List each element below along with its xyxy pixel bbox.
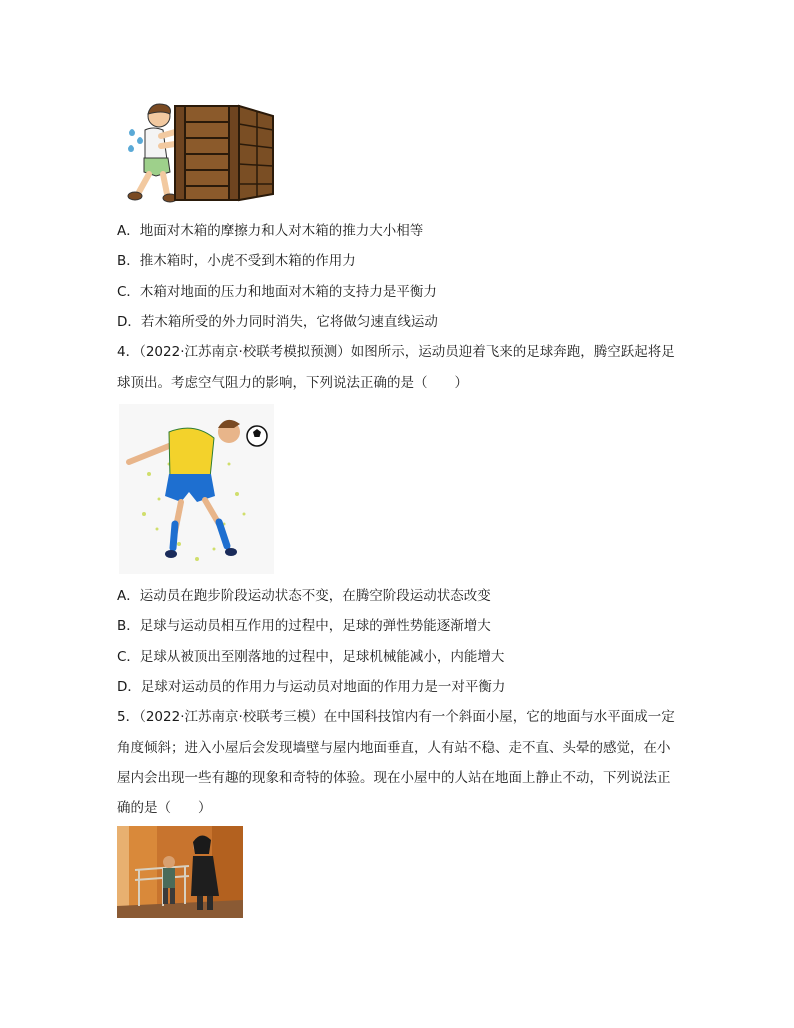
- q4-stem-line-2: 球顶出。考虑空气阻力的影响，下列说法正确的是（ ）: [117, 375, 468, 391]
- q4-option-d: D．足球对运动员的作用力与运动员对地面的作用力是一对平衡力: [117, 679, 506, 695]
- q3-option-c: C．木箱对地面的压力和地面对木箱的支持力是平衡力: [117, 284, 437, 300]
- q4-option-a: A．运动员在跑步阶段运动状态不变，在腾空阶段运动状态改变: [117, 588, 491, 604]
- q4-option-b: B．足球与运动员相互作用的过程中，足球的弹性势能逐渐增大: [117, 618, 491, 634]
- q4-stem-line-1: 4．（2022·江苏南京·校联考模拟预测）如图所示，运动员迎着飞来的足球奔跑，腾空跃起将足: [117, 344, 675, 360]
- q3-option-d: D．若木箱所受的外力同时消失，它将做匀速直线运动: [117, 314, 438, 330]
- q3-option-b: B．推木箱时，小虎不受到木箱的作用力: [117, 253, 356, 269]
- q5-stem-line-2: 角度倾斜；进入小屋后会发现墙壁与屋内地面垂直，人有站不稳、走不直、头晕的感觉，在小: [117, 740, 671, 756]
- q5-stem-line-1: 5．（2022·江苏南京·校联考三模）在中国科技馆内有一个斜面小屋，它的地面与水平面成一定: [117, 709, 675, 725]
- q4-option-c: C．足球从被顶出至刚落地的过程中，足球机械能减小，内能增大: [117, 649, 505, 665]
- soccer-player-figure: [119, 404, 274, 574]
- q3-option-a: A．地面对木箱的摩擦力和人对木箱的推力大小相等: [117, 223, 424, 239]
- q5-stem-line-4: 确的是（ ）: [117, 800, 212, 816]
- slanted-room-photo: [117, 826, 243, 918]
- q5-stem-line-3: 屋内会出现一些有趣的现象和奇特的体验。现在小屋中的人站在地面上静止不动，下列说法正: [117, 770, 671, 786]
- boy-pushing-crate-figure: [117, 100, 282, 205]
